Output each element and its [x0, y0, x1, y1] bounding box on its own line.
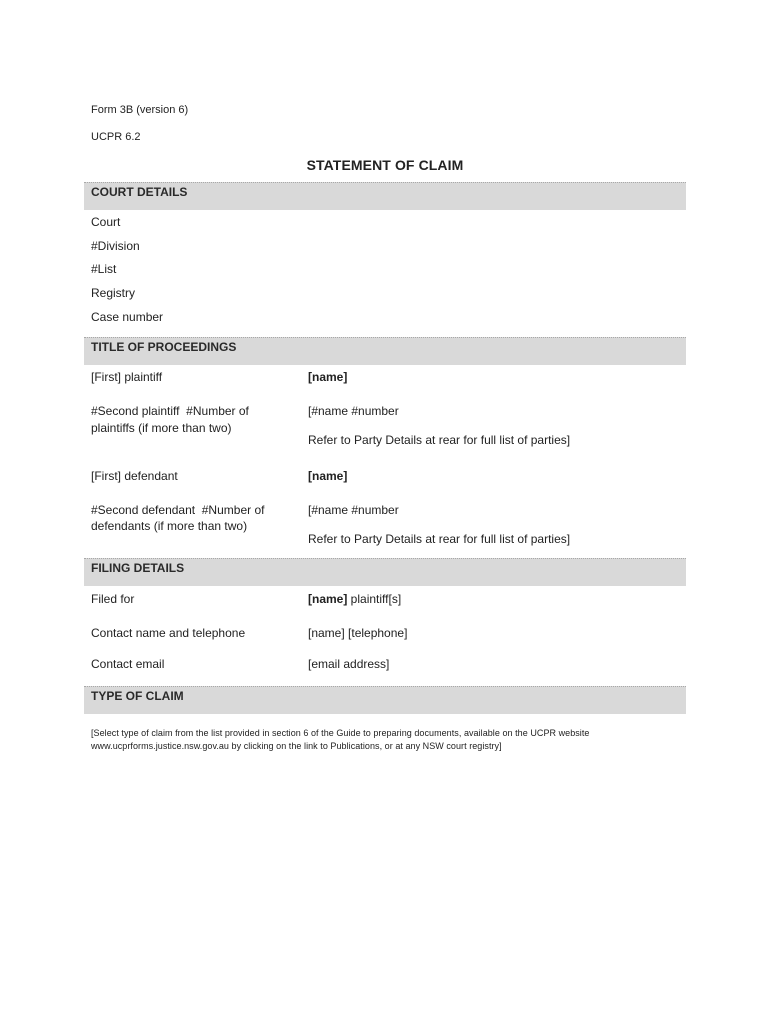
type-of-claim-instruction-line-1: [Select type of claim from the list provided in section 6 of the Guide to preparing documents, available on the UCPR website: [91, 728, 590, 738]
other-defendants-label-line-2: defendants (if more than two): [91, 519, 248, 533]
filed-for-value: [308, 591, 401, 607]
other-plaintiffs-label-line-2: plaintiffs (if more than two): [91, 421, 232, 435]
section-heading-type-of-claim: TYPE OF CLAIM: [91, 689, 184, 703]
other-plaintiffs-value: [#name #number: [308, 404, 399, 418]
contact-email-label: Contact email: [91, 657, 165, 671]
section-heading-title-of-proceedings: TITLE OF PROCEEDINGS: [91, 340, 237, 354]
contact-name-label: Contact name and telephone: [91, 626, 246, 640]
first-plaintiff-label: [First] plaintiff: [91, 370, 163, 384]
other-defendants-value: [#name #number: [308, 503, 399, 517]
section-bar-filing-details: [84, 558, 686, 586]
section-bar-title-of-proceedings: [84, 337, 686, 365]
filed-for-label: Filed for: [91, 592, 135, 606]
field-label-list: #List: [91, 262, 117, 276]
first-defendant-label: [First] defendant: [91, 469, 178, 483]
other-defendants-note: Refer to Party Details at rear for full list of parties]: [308, 532, 571, 546]
contact-email-value: [email address]: [308, 657, 390, 671]
field-label-division: #Division: [91, 239, 140, 253]
first-plaintiff-value: [name]: [308, 370, 348, 384]
first-defendant-value: [name]: [308, 469, 348, 483]
contact-name-value: [name] [telephone]: [308, 626, 408, 640]
other-defendants-label-line-1: #Second defendant #Number of: [91, 503, 265, 517]
field-label-registry: Registry: [91, 286, 136, 300]
field-label-court: Court: [91, 215, 121, 229]
filed-for-party-role: plaintiff[s]: [347, 592, 402, 606]
type-of-claim-instruction-line-2: www.ucprforms.justice.nsw.gov.au by clicking on the link to Publications, or at any NSW court registry]: [91, 741, 502, 751]
section-heading-court-details: COURT DETAILS: [91, 185, 188, 199]
page-title: STATEMENT OF CLAIM: [306, 157, 464, 173]
form-number: Form 3B (version 6): [91, 104, 189, 116]
section-bar-type-of-claim: [84, 686, 686, 714]
section-heading-filing-details: FILING DETAILS: [91, 561, 185, 575]
other-plaintiffs-label-line-1: #Second plaintiff #Number of: [91, 404, 249, 418]
section-bar-court-details: [84, 182, 686, 210]
other-plaintiffs-note: Refer to Party Details at rear for full list of parties]: [308, 433, 571, 447]
filed-for-party-name: [name]: [308, 592, 348, 606]
field-label-case-number: Case number: [91, 310, 164, 324]
rule-reference: UCPR 6.2: [91, 131, 141, 143]
